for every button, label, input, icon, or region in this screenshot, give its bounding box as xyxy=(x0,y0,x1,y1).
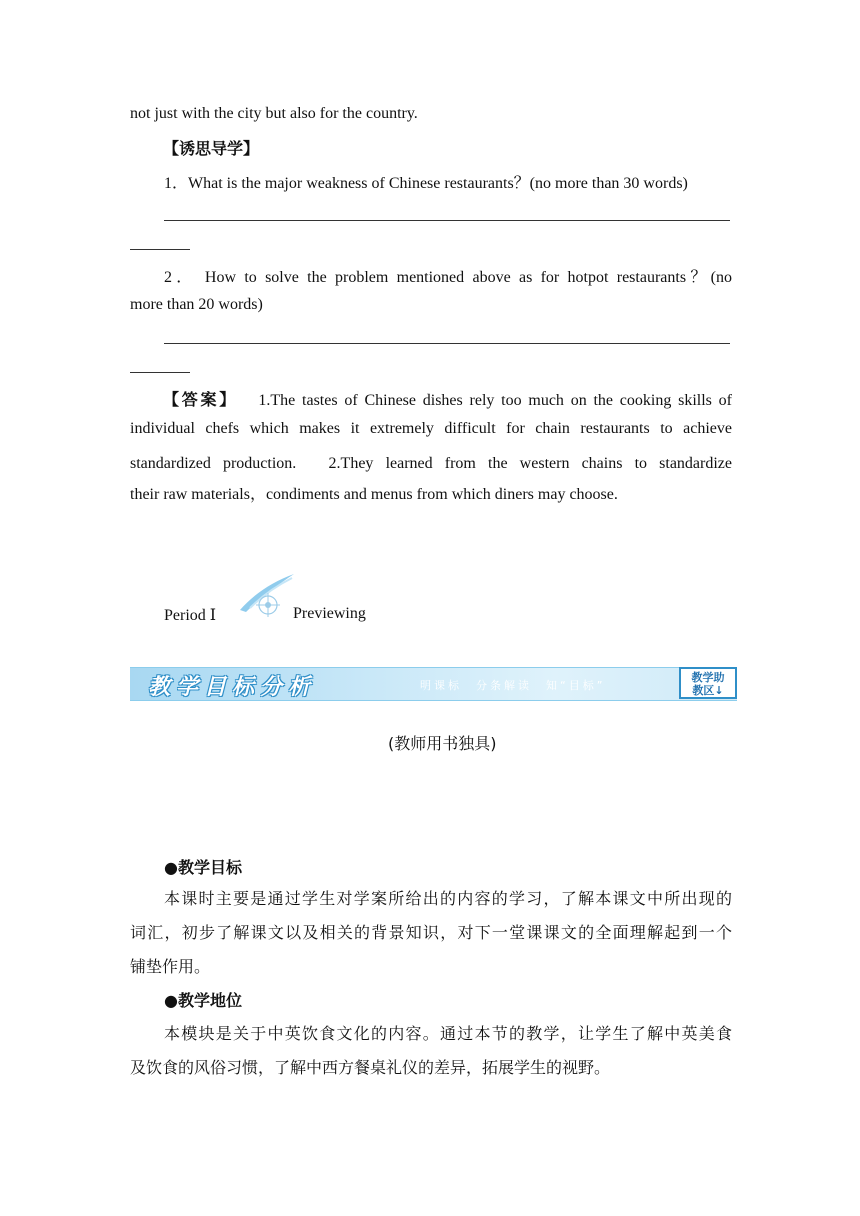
guide-header: 【诱思导学】 xyxy=(163,139,260,158)
answer-label: 【答案】 xyxy=(163,390,239,409)
period-label: Period Ⅰ xyxy=(164,607,217,624)
objectives-line-1: 本课时主要是通过学生对学案所给出的内容的学习，了解本课文中所出现的 xyxy=(164,889,732,908)
section-heading-objectives: ●教学目标 xyxy=(164,858,242,877)
answer-blank-1-cont[interactable] xyxy=(130,249,190,250)
banner-title: 教学目标分析 xyxy=(148,675,317,700)
teacher-note: (教师用书独具) xyxy=(388,734,497,753)
question-2-line2: more than 20 words) xyxy=(130,296,263,313)
answer-line-3: standardized production. 2.They learned from the western chains to standardize xyxy=(130,455,733,472)
answer-blank-1[interactable] xyxy=(164,220,730,221)
teacher-zone-badge xyxy=(679,667,737,699)
objectives-line-2: 词汇，初步了解课文以及相关的背景知识，对下一堂课课文的全面理解起到一个 xyxy=(130,923,732,942)
objectives-line-3: 铺垫作用。 xyxy=(130,957,211,976)
answer-line-2: individual chefs which makes it extremely difficult for chain restaurants to achieve xyxy=(130,420,732,437)
question-2-line1: 2． How to solve the problem mentioned above as for hotpot restaurants？(no xyxy=(164,269,732,286)
answer-line-1: 【答案】 1.The tastes of Chinese dishes rely too much on the cooking skills of xyxy=(163,390,732,409)
compass-swoosh-icon xyxy=(236,572,296,622)
banner-subtitle: 明课标 分条解读 知“目标” xyxy=(420,679,606,692)
section-banner xyxy=(130,667,737,701)
status-line-1: 本模块是关于中英饮食文化的内容。通过本节的教学，让学生了解中英美食 xyxy=(164,1024,732,1043)
answer-blank-2-cont[interactable] xyxy=(130,372,190,373)
badge-line-1: 教学助 xyxy=(691,671,725,684)
answer-line-4: their raw materials，condiments and menus from which diners may choose. xyxy=(130,486,618,503)
section-heading-status: ●教学地位 xyxy=(164,991,242,1010)
continued-text: not just with the city but also for the country. xyxy=(130,105,418,122)
status-line-2: 及饮食的风俗习惯，了解中西方餐桌礼仪的差异，拓展学生的视野。 xyxy=(130,1058,611,1077)
answer-blank-2[interactable] xyxy=(164,343,730,344)
badge-line-2: 教区↓ xyxy=(692,684,724,697)
period-title: Previewing xyxy=(293,605,366,622)
question-1: 1．What is the major weakness of Chinese restaurants？(no more than 30 words) xyxy=(164,175,688,192)
